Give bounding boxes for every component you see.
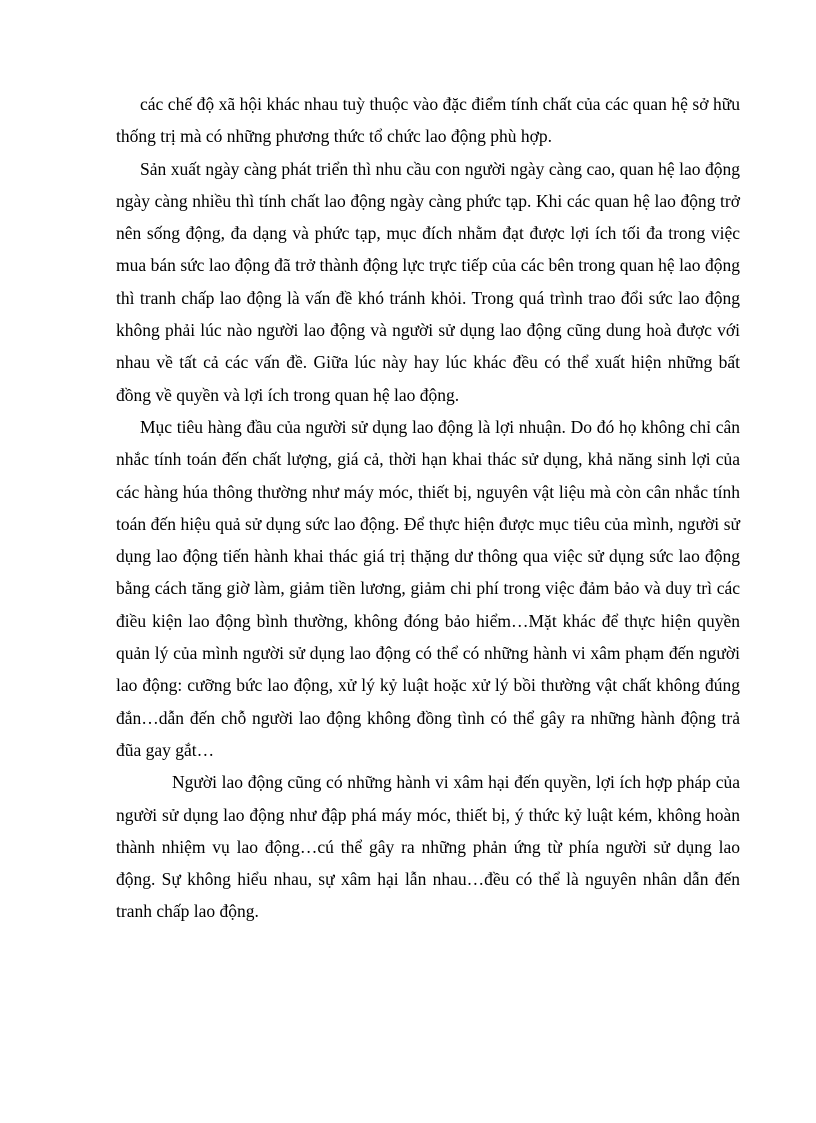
paragraph-3: Mục tiêu hàng đầu của người sử dụng lao động là lợi nhuận. Do đó họ không chỉ cân nhắc tính toán đến chất lượng, giá cả, thời hạn khai thác sử dụng, khả năng sinh lợi của các hàng húa thông thường như máy móc, thiết bị, nguyên vật liệu mà còn cân nhắc tính toán đến hiệu quả sử dụng sức lao động. Để thực hiện được mục tiêu của mình, người sử dụng lao động tiến hành khai thác giá trị thặng dư thông qua việc sử dụng sức lao động bằng cách tăng giờ làm, giảm tiền lương, giảm chi phí trong việc đảm bảo và duy trì các điều kiện lao động bình thường, không đóng bảo hiểm…Mặt khác để thực hiện quyền quản lý của mình người sử dụng lao động có thể có những hành vi xâm phạm đến người lao động: cưỡng bức lao động, xử lý kỷ luật hoặc xử lý bồi thường vật chất không đúng đắn…dẫn đến chỗ người lao động không đồng tình có thể gây ra những hành động trả đũa gay gắt… [116,416,740,760]
paragraph-1: các chế độ xã hội khác nhau tuỳ thuộc vào đặc điểm tính chất của các quan hệ sở hữu thống trị mà có những phương thức tổ chức lao động phù hợp. [116,94,740,147]
paragraph-4: Người lao động cũng có những hành vi xâm hại đến quyền, lợi ích hợp pháp của người sử dụng lao động như đập phá máy móc, thiết bị, ý thức kỷ luật kém, không hoàn thành nhiệm vụ lao động…cú thể gây ra những phản ứng từ phía người sử dụng lao động. Sự không hiểu nhau, sự xâm hại lẫn nhau…đều có thể là nguyên nhân dẫn đến tranh chấp lao động. [116,772,740,922]
document-page [116,88,740,928]
paragraph-2: Sản xuất ngày càng phát triển thì nhu cầu con người ngày càng cao, quan hệ lao động ngày càng nhiều thì tính chất lao động ngày càng phức tạp. Khi các quan hệ lao động trở nên sống động, đa dạng và phức tạp, mục đích nhằm đạt được lợi ích tối đa trong việc mua bán sức lao động đã trở thành động lực trực tiếp của các bên trong quan hệ lao động thì tranh chấp lao động là vấn đề khó tránh khỏi. Trong quá trình trao đổi sức lao động không phải lúc nào người lao động và người sử dụng lao động cũng dung hoà được với nhau về tất cả các vấn đề. Giữa lúc này hay lúc khác đều có thể xuất hiện những bất đồng về quyền và lợi ích trong quan hệ lao động. [116,158,740,405]
